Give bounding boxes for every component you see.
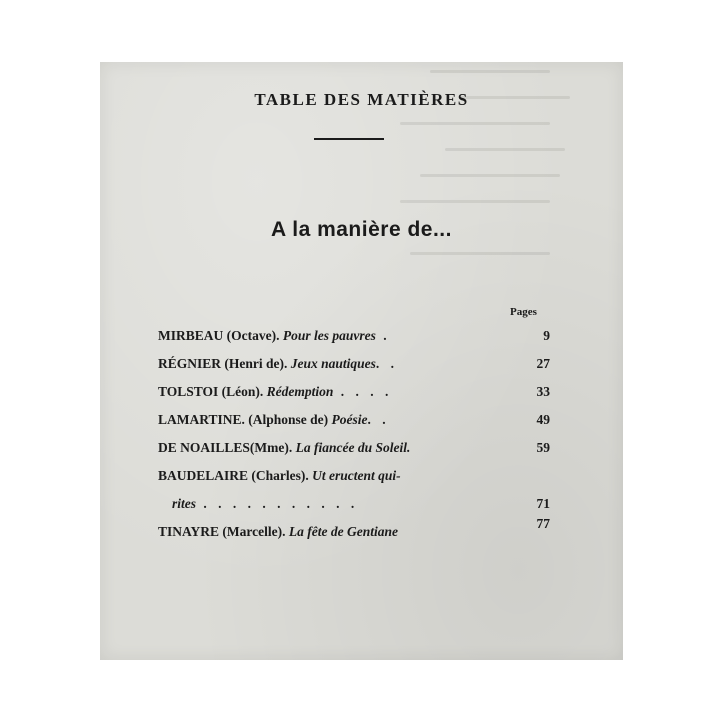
bleed-through-line [430,70,550,73]
toc-leader-dots: . . . . [333,384,393,399]
toc-work-title: Jeux nautiques [290,356,376,371]
toc-author-name: (Mme). [249,440,296,455]
toc-author: MIRBEAU [158,328,224,343]
table-of-contents [158,322,550,546]
toc-work-title: rites [172,496,197,511]
toc-leader-dots: . . [367,412,390,427]
toc-work-title: La fiancée du Soleil. [295,440,411,455]
toc-author: LAMARTINE [158,412,242,427]
toc-leader-dots: . . [375,356,399,371]
toc-author: TINAYRE [158,524,220,539]
toc-page-number: 59 [536,440,550,455]
book-page [100,62,623,660]
bleed-through-line [445,148,565,151]
toc-page-number: 9 [543,328,550,343]
toc-author: DE NOAILLES [158,440,250,455]
toc-author-name: (Octave). [223,328,283,343]
toc-work-title: Ut eructent qui- [312,468,401,483]
toc-entry [158,462,550,490]
toc-page-number: 71 [536,496,550,511]
toc-author-name: (Léon). [218,384,267,399]
toc-entry [158,322,550,350]
toc-author-name: (Charles). [248,468,313,483]
toc-work-title: Poésie [331,412,368,427]
bleed-through-line [400,122,550,125]
toc-entry [158,378,550,406]
toc-page-number: 27 [536,356,550,371]
bleed-through-line [410,252,550,255]
toc-page-number: 49 [536,412,550,427]
toc-author-name: (Henri de). [221,356,291,371]
toc-author-name: (Marcelle). [219,524,289,539]
page-title: TABLE DES MATIÈRES [254,90,469,109]
toc-page-number: 77 [536,516,550,531]
toc-entry [158,518,550,546]
toc-leader-dots: . . . . . . . . . . . [196,496,359,511]
toc-author: BAUDELAIRE [158,468,249,483]
toc-author-name: . (Alphonse de) [241,412,332,427]
toc-entry-continuation [158,490,550,518]
toc-author: TOLSTOI [158,384,219,399]
toc-entry [158,406,550,434]
section-title: A la manière de... [271,218,452,241]
toc-work-title: La fête de Gentiane [288,524,398,539]
title-rule [314,138,384,140]
bleed-through-line [400,200,550,203]
pages-column-header: Pages [510,306,537,318]
toc-entry [158,350,550,378]
toc-leader-dots: . [375,328,391,343]
toc-work-title: Rédemption [266,384,334,399]
toc-entry [158,434,550,462]
bleed-through-line [420,174,560,177]
toc-work-title: Pour les pauvres [282,328,376,343]
toc-page-number: 33 [536,384,550,399]
toc-author: RÉGNIER [158,356,222,371]
